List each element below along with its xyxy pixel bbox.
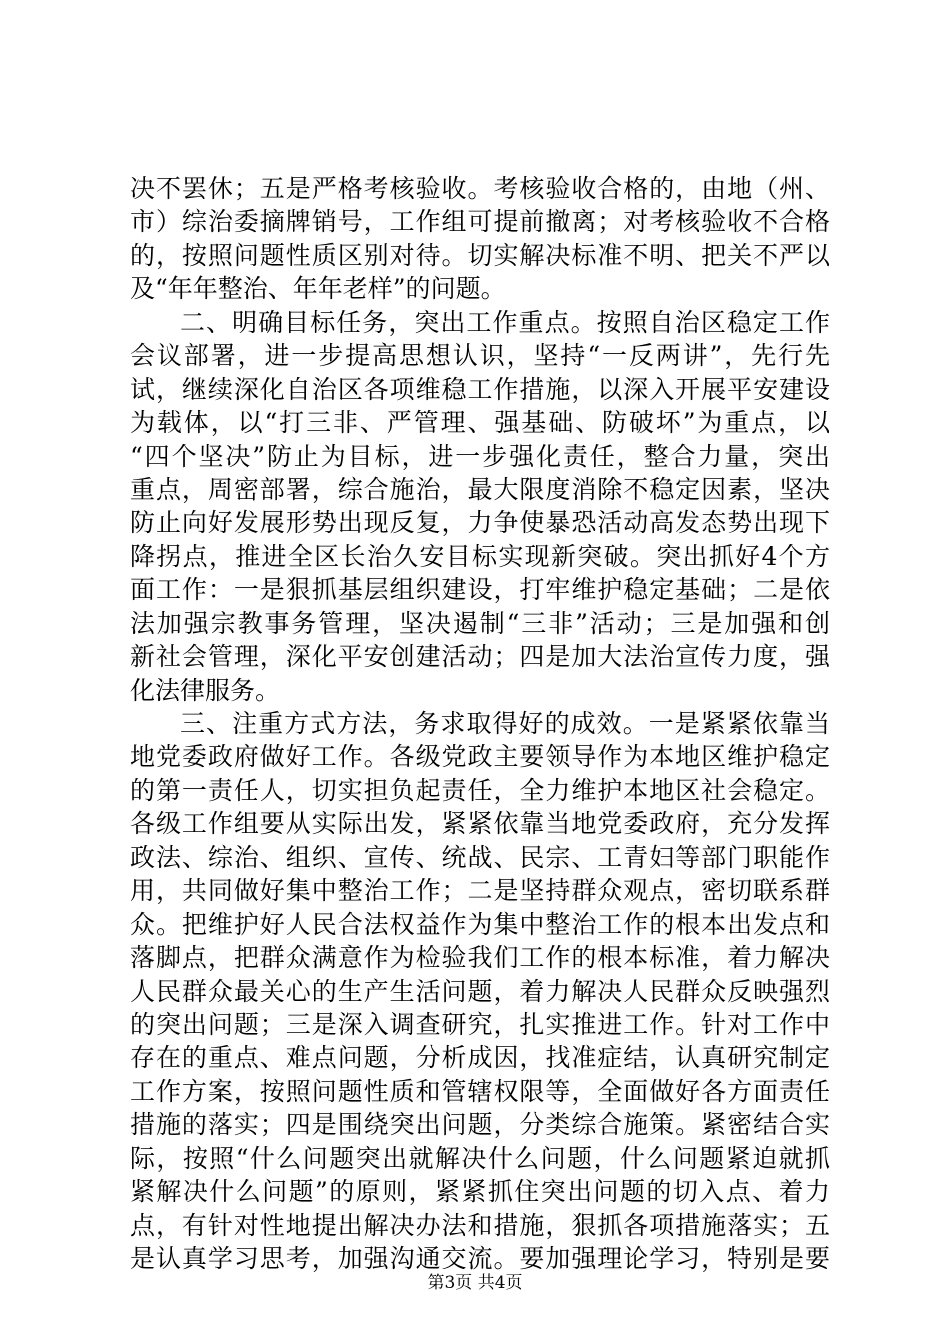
text-line: 政法、综治、组织、宣传、统战、民宗、工青妇等部门职能作 bbox=[130, 842, 830, 872]
text-line: 三、注重方式方法，务求取得好的成效。一是紧紧依靠当 bbox=[180, 709, 830, 738]
text-line: 是认真学习思考，加强沟通交流。要加强理论学习，特别是要 bbox=[130, 1244, 830, 1273]
text-line: 措施的落实；四是围绕突出问题，分类综合施策。紧密结合实 bbox=[130, 1110, 830, 1140]
text-line: 试，继续深化自治区各项维稳工作措施，以深入开展平安建设 bbox=[130, 374, 830, 404]
text-line: 工作方案，按照问题性质和管辖权限等，全面做好各方面责任 bbox=[130, 1076, 830, 1106]
text-line: 地党委政府做好工作。各级党政主要领导作为本地区维护稳定 bbox=[130, 742, 830, 772]
text-line: 新社会管理，深化平安创建活动；四是加大法治宣传力度，强 bbox=[130, 642, 830, 672]
text-line: 存在的重点、难点问题，分析成因，找准症结，认真研究制定 bbox=[130, 1043, 830, 1073]
text-line: “四个坚决”防止为目标，进一步强化责任，整合力量，突出 bbox=[130, 441, 830, 471]
text-line: 众。把维护好人民合法权益作为集中整治工作的根本出发点和 bbox=[130, 909, 830, 939]
text-line: 紧解决什么问题”的原则，紧紧抓住突出问题的切入点、着力 bbox=[130, 1177, 830, 1207]
body-text bbox=[130, 172, 830, 1275]
text-line: 法加强宗教事务管理，坚决遏制“三非”活动；三是加强和创 bbox=[130, 608, 830, 638]
text-line: 市）综治委摘牌销号，工作组可提前撤离；对考核验收不合格 bbox=[130, 207, 830, 237]
text-line: 降拐点，推进全区长治久安目标实现新突破。突出抓好4个方 bbox=[130, 541, 830, 571]
text-line: 二、明确目标任务，突出工作重点。按照自治区稳定工作 bbox=[180, 307, 830, 337]
text-line: 际，按照“什么问题突出就解决什么问题，什么问题紧迫就抓 bbox=[130, 1143, 830, 1173]
text-line: 及“年年整治、年年老样”的问题。 bbox=[130, 274, 506, 304]
text-line: 会议部署，进一步提高思想认识，坚持“一反两讲”，先行先 bbox=[130, 341, 830, 371]
text-line: 各级工作组要从实际出发，紧紧依靠当地党委政府，充分发挥 bbox=[130, 809, 830, 839]
text-line: 决不罢休；五是严格考核验收。考核验收合格的，由地（州、 bbox=[130, 174, 830, 203]
text-line: 点，有针对性地提出解决办法和措施，狠抓各项措施落实；五 bbox=[130, 1210, 830, 1240]
text-line: 用，共同做好集中整治工作；二是坚持群众观点，密切联系群 bbox=[130, 876, 830, 906]
page-footer: 第3页 共4页 bbox=[427, 1273, 523, 1293]
text-line: 重点，周密部署，综合施治，最大限度消除不稳定因素，坚决 bbox=[130, 474, 830, 504]
text-line: 防止向好发展形势出现反复，力争使暴恐活动高发态势出现下 bbox=[130, 508, 830, 538]
text-line: 为载体，以“打三非、严管理、强基础、防破坏”为重点，以 bbox=[130, 408, 830, 438]
text-line: 人民群众最关心的生产生活问题，着力解决人民群众反映强烈 bbox=[130, 976, 830, 1006]
text-line: 化法律服务。 bbox=[130, 675, 281, 705]
text-line: 的，按照问题性质区别对待。切实解决标准不明、把关不严以 bbox=[130, 240, 830, 270]
text-line: 面工作：一是狠抓基层组织建设，打牢维护稳定基础；二是依 bbox=[130, 575, 830, 605]
text-line: 的第一责任人，切实担负起责任，全力维护本地区社会稳定。 bbox=[130, 775, 830, 805]
text-line: 落脚点，把群众满意作为检验我们工作的根本标准，着力解决 bbox=[130, 943, 830, 973]
text-line: 的突出问题；三是深入调查研究，扎实推进工作。针对工作中 bbox=[130, 1009, 830, 1039]
